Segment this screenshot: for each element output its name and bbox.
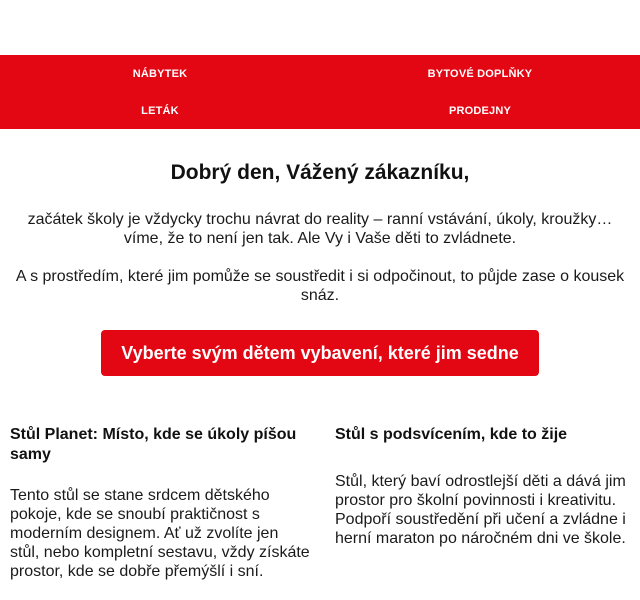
product-title[interactable]: Stůl s podsvícením, kde to žije bbox=[335, 426, 568, 443]
nav-item-prodejny[interactable]: PRODEJNY bbox=[448, 104, 512, 117]
nav-item-nabytek[interactable]: NÁBYTEK bbox=[132, 67, 188, 80]
intro-paragraph-1: začátek školy je vždycky trochu návrat do reality – ranní vstávání, úkoly, kroužky… víme, že to není jen tak. Ale Vy i Vaše děti to zvládnete. bbox=[27, 211, 613, 247]
top-spacer bbox=[0, 0, 640, 55]
main-nav bbox=[0, 55, 640, 129]
product-columns bbox=[0, 425, 640, 581]
cta-container bbox=[0, 330, 640, 376]
product-description: Stůl, který baví odrostlejší děti a dává jim prostor pro školní povinnosti i kreativitu. Podpoří soustředění při učení a zvládne i herní maraton po náročném dni ve škole. bbox=[335, 473, 626, 547]
product-card-planet bbox=[10, 425, 310, 581]
cta-button[interactable]: Vyberte svým dětem vybavení, které jim sedne bbox=[101, 330, 539, 376]
product-card-podsviceni bbox=[335, 425, 630, 581]
greeting-heading: Dobrý den, Vážený zákazníku, bbox=[170, 161, 470, 184]
nav-item-bytove-doplnky[interactable]: BYTOVÉ DOPLŇKY bbox=[427, 67, 533, 80]
product-description: Tento stůl se stane srdcem dětského pokoje, kde se snoubí praktičnost s moderním designem. Ať už zvolíte jen stůl, nebo kompletní sestavu, vždy získáte prostor, kde se dobře přemýšlí i sní. bbox=[10, 487, 310, 580]
nav-item-letak[interactable]: LETÁK bbox=[141, 104, 179, 117]
intro-paragraph-2: A s prostředím, které jim pomůže se soustředit i si odpočinout, to půjde zase o kousek snáz. bbox=[15, 268, 625, 304]
product-title[interactable]: Stůl Planet: Místo, kde se úkoly píšou samy bbox=[10, 426, 297, 463]
